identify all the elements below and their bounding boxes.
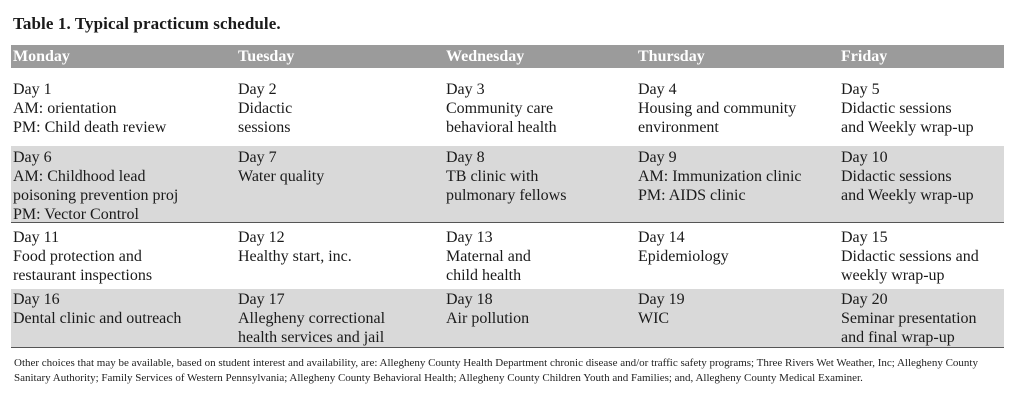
table-bottom-rule: [11, 347, 1004, 348]
table-cell: Day 10 Didactic sessions and Weekly wrap-up: [841, 149, 974, 204]
table-cell: Day 18 Air pollution: [446, 291, 530, 327]
table-cell: Day 11 Food protection and restaurant inspections: [13, 229, 153, 284]
table-cell: Day 13 Maternal and child health: [446, 229, 531, 284]
table-row: [11, 289, 1004, 347]
table-cell: Day 19 WIC: [638, 291, 685, 327]
table-cell: Day 3 Community care behavioral health: [446, 81, 557, 136]
header-wednesday: Wednesday: [446, 47, 525, 65]
table-cell: Day 7 Water quality: [238, 149, 325, 185]
table-cell: Day 9 AM: Immunization clinic PM: AIDS clinic: [638, 149, 802, 204]
table-cell: Day 15 Didactic sessions and weekly wrap-up: [841, 229, 979, 284]
table-cell: Day 6 AM: Childhood lead poisoning prevention proj PM: Vector Control: [13, 149, 179, 223]
header-thursday: Thursday: [638, 47, 705, 65]
schedule-table: [11, 45, 1004, 348]
table-cell: Day 5 Didactic sessions and Weekly wrap-up: [841, 81, 974, 136]
table-cell: Day 16 Dental clinic and outreach: [13, 291, 182, 327]
header-monday: Monday: [13, 47, 70, 65]
table-cell: Day 14 Epidemiology: [638, 229, 729, 265]
table-row: [11, 222, 1004, 289]
table-cell: Day 1 AM: orientation PM: Child death review: [13, 81, 167, 136]
header-friday: Friday: [841, 47, 888, 65]
table-cell: Day 2 Didactic sessions: [238, 81, 293, 136]
table-cell: Day 4 Housing and community environment: [638, 81, 797, 136]
header-tuesday: Tuesday: [238, 47, 295, 65]
table-cell: Day 20 Seminar presentation and final wrap-up: [841, 291, 977, 346]
table-cell: Day 12 Healthy start, inc.: [238, 229, 352, 265]
table-cell: Day 17 Allegheny correctional health services and jail: [238, 291, 386, 346]
table-row: [11, 146, 1004, 222]
table-cell: Day 8 TB clinic with pulmonary fellows: [446, 149, 567, 204]
table-footnote: Other choices that may be available, based on student interest and availability, are: Allegheny County Health Department chronic disease and/or traffic safety programs; Three Rivers Wet Weather, Inc; Allegheny County Sanitary Authority; Family Services of Western Pennsylvania; Allegheny County Behavioral Health; Allegheny County Children Youth and Families; and, Allegheny County Medical Examiner.: [14, 357, 978, 384]
table-row: [11, 68, 1004, 146]
header-row: [11, 45, 1004, 68]
table-caption: Table 1. Typical practicum schedule.: [13, 14, 281, 33]
